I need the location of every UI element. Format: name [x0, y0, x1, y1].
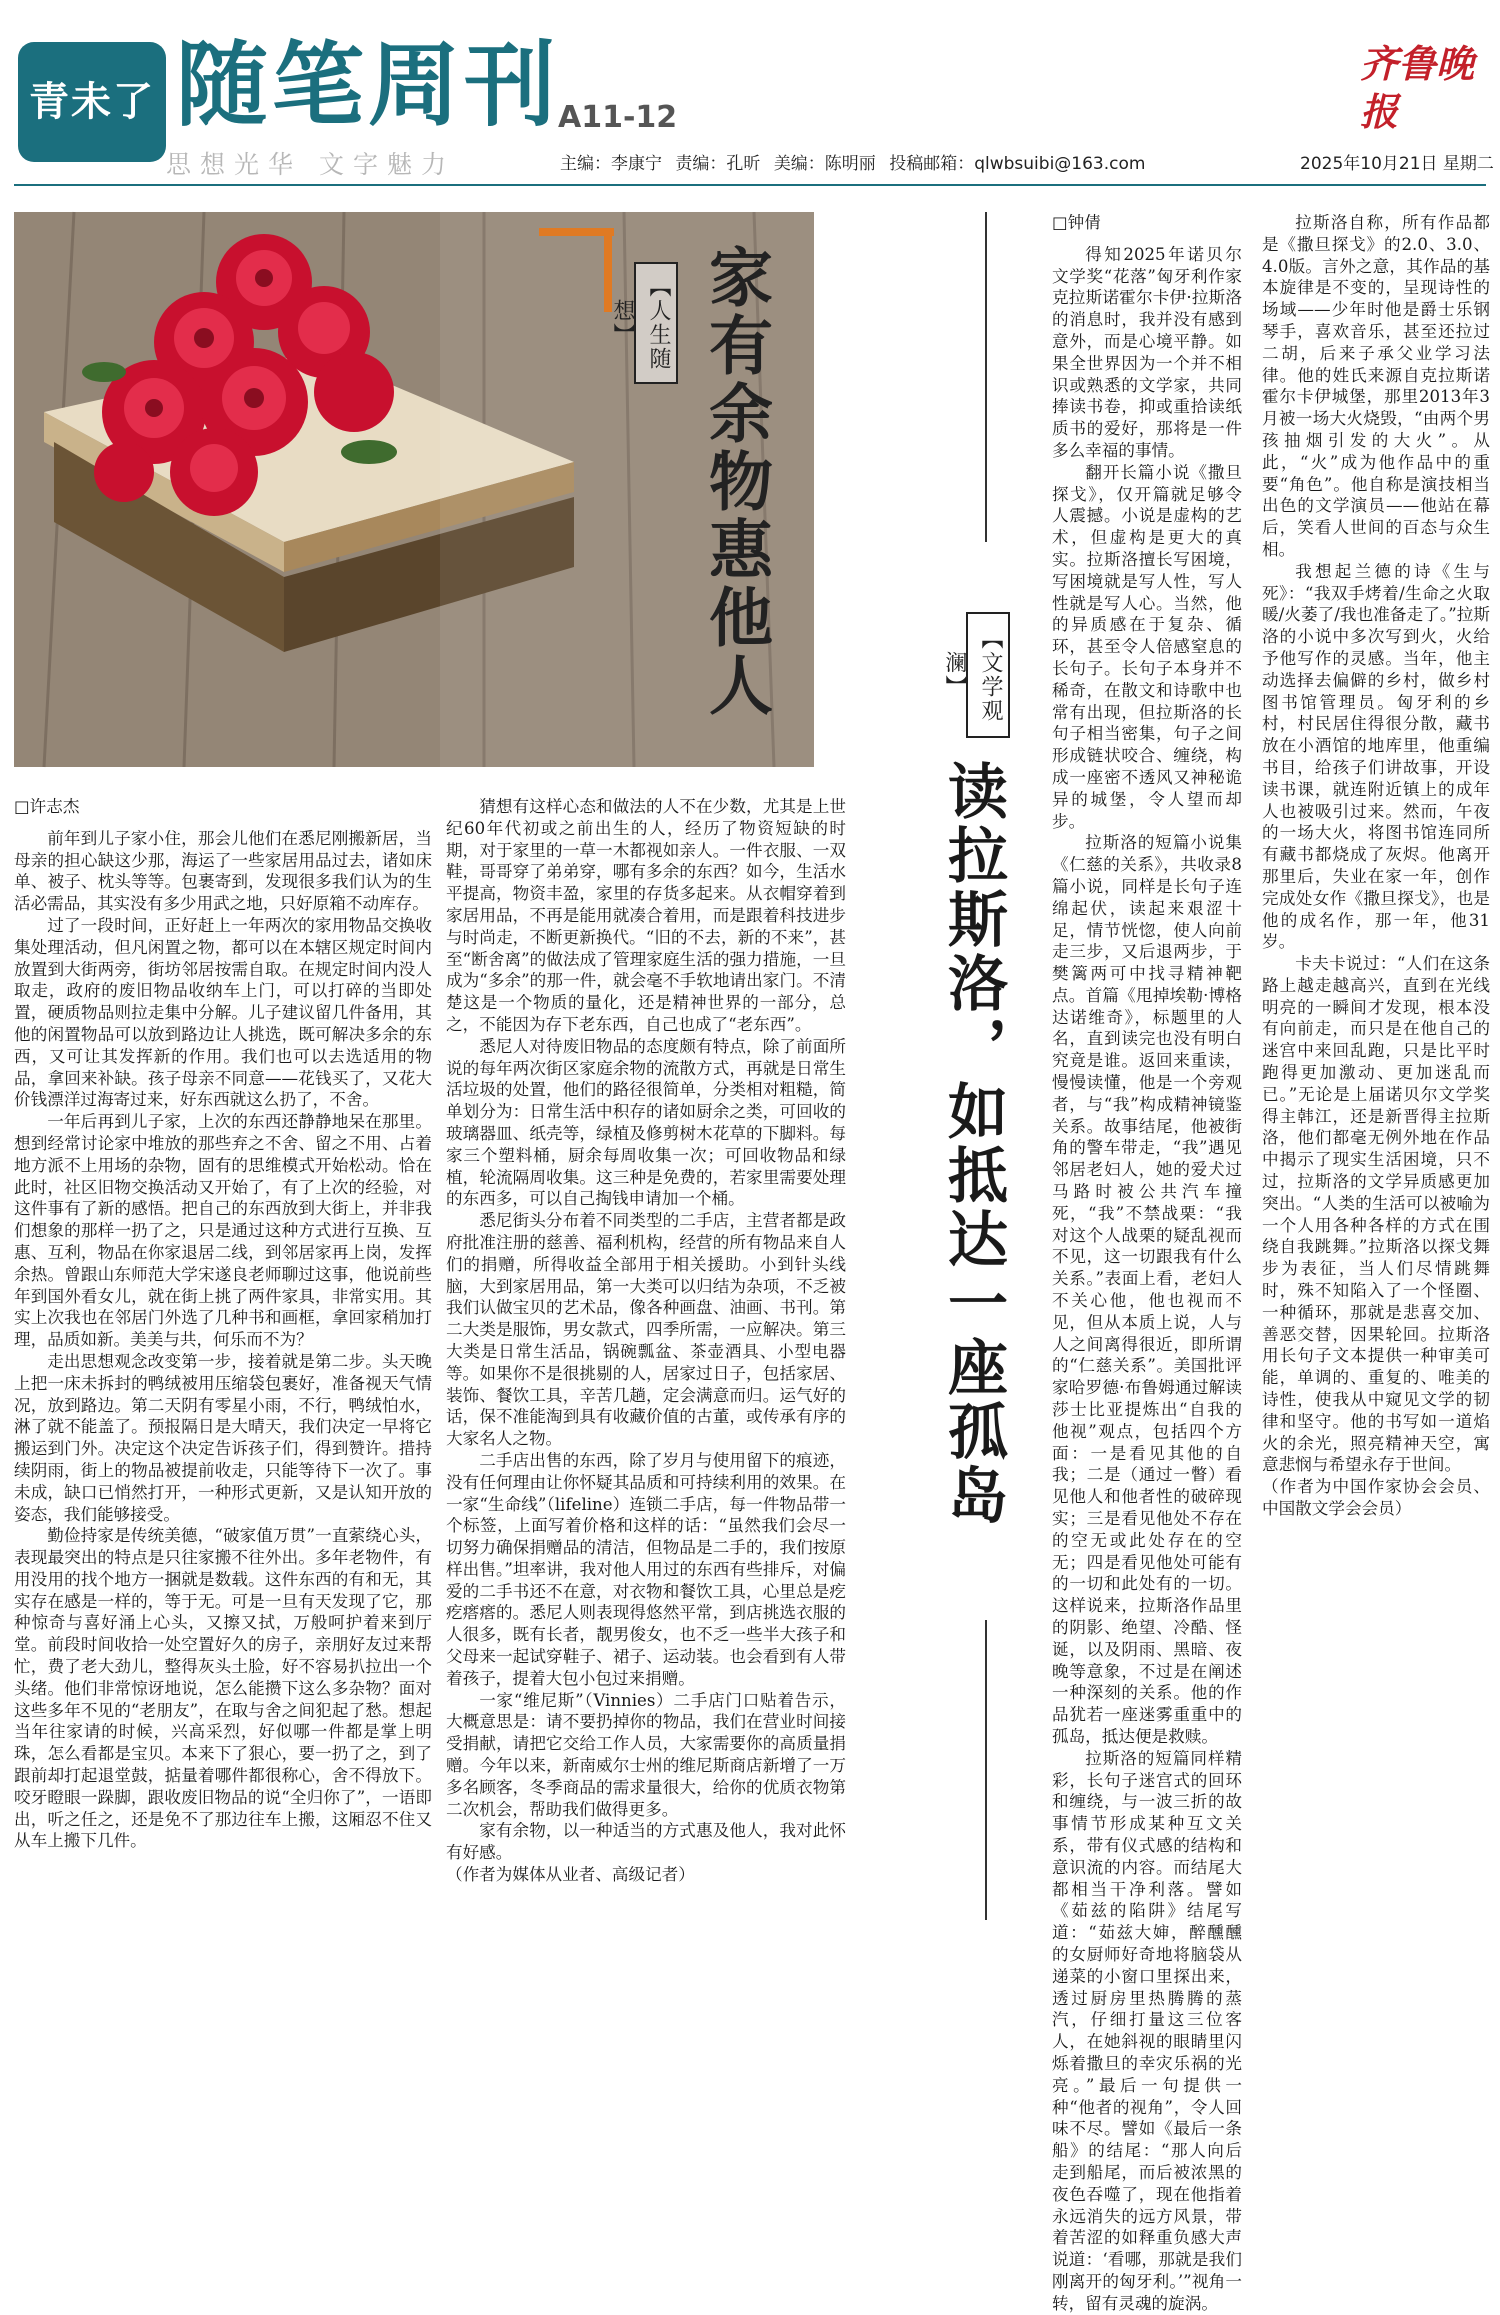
paragraph: 猜想有这样心态和做法的人不在少数，尤其是上世纪60年代初或之前出生的人，经历了物资短缺的时期，对于家里的一草一木都视如亲人。一件衣服、一双鞋，哥哥穿了弟弟穿，哪有多余的东西？如今，生活水平提高，物资丰盈，家里的存货多起来。从衣帽穿着到家居用品，不再是能用就凑合着用，而是跟着科技进步与时尚走，不断更新换代。“旧的不去，新的不来”，甚至“断舍离”的做法成了管理家庭生活的强力措施，一旦成为“多余”的那一件，就会毫不手软地请出家门。不清楚这是一个物质的量化，还是精神世界的一部分，总之，不能因为存下老东西，自己也成了“老东西”。 [446, 797, 846, 1034]
title-rule-top [985, 212, 987, 542]
section-tag: 【文学观澜】 [966, 612, 1010, 738]
column-logo [18, 42, 166, 162]
article2-column-1 [1052, 212, 1242, 2313]
paragraph: 前年到儿子家小住，那会儿他们在悉尼刚搬新居，当母亲的担心缺这少那，海运了一些家居用品过去，诸如床单、被子、枕头等等。包裹寄到，发现很多我们认为的生活必需品，其实没有多少用武之地，只好原箱不动库存。 [14, 828, 432, 914]
article1-column-2 [446, 796, 846, 2191]
header-rule [14, 184, 1486, 186]
paragraph: 一家“维尼斯”（Vinnies）二手店门口贴着告示，大概意思是：请不要扔掉你的物品，我们在营业时间接受捐献，请把它交给工作人员，大家需要你的高质量捐赠。今年以来，新南威尔士州的维尼斯商店新增了一万多名顾客，冬季商品的需求量很大，给你的优质衣物第二次机会，帮助我们做得更多。 [446, 1690, 846, 1819]
page-number: A11-12 [558, 100, 678, 135]
paragraph: 卡夫卡说过：“人们在这条路上越走越高兴，直到在光线明亮的一瞬间才发现，根本没有向前走，而只是在他自己的迷宫中来回乱跑，只是比平时跑得更加激动、更加迷乱而已。”无论是上届诺贝尔文学奖得主韩江，还是新晋得主拉斯洛，他们都毫无例外地在作品中揭示了现实生活困境，只不过，拉斯洛的文学异质感更加突出。“人类的生活可以被喻为一个人用各种各样的方式在围绕自我跳舞。”拉斯洛以探戈舞步为表征，当人们尽情跳舞时，殊不知陷入了一个怪圈、一种循环，那就是悲喜交加、善恶交替，因果轮回。拉斯洛用长句子文本提供一种审美可能，单调的、重复的、唯美的诗性，使我从中窥见文学的韧律和坚守。他的书写如一道焰火的余光，照亮精神天空，寓意悲悯与希望永存于世间。 [1262, 954, 1490, 1475]
article-title: 家有余物惠他人 [698, 244, 773, 720]
paragraph: 家有余物，以一种适当的方式惠及他人，我对此怀有好感。 [446, 1821, 846, 1863]
responsible-editor: 责编：孔昕 [675, 154, 761, 174]
author-note: （作者为媒体从业者、高级记者） [446, 1865, 695, 1885]
paragraph: 过了一段时间，正好赶上一年两次的家用物品交换收集处理活动，但凡闲置之物，都可以在本辖区规定时间内放置到大街两旁，街坊邻居按需自取。在规定时间内没人取走，政府的废旧物品收纳车上门，可以打碎的当即处置，硬质物品则拉走集中分解。儿子建议留几件备用，其他的闲置物品可以放到路边让人挑选，既可解决多余的东西，又可让其发挥新的作用。我们也可以去选适用的物品，拿回来补缺。孩子母亲不同意——花钱买了，又花大价钱漂洋过海寄过来，好东西就这么扔了，不舍。 [14, 915, 432, 1110]
title-rule-bottom [985, 1620, 987, 1920]
editor-credits [560, 152, 1153, 176]
article-author: □钟倩 [1052, 213, 1101, 232]
article-photo [14, 212, 814, 767]
paragraph: 悉尼人对待废旧物品的态度颇有特点，除了前面所说的每年两次街区家庭余物的流散方式，再就是日常生活垃圾的处置，他们的路径很简单，分类相对粗糙，简单划分为：日常生活中积存的诸如厨余之类，可回收的玻璃器皿、纸壳等，绿植及修剪树木花草的下脚料。每家三个塑料桶，厨余每周收集一次；可回收物品和绿植，轮流隔周收集。这三种是免费的，若家里需要处理的东西多，可以自己掏钱申请加一个桶。 [446, 1036, 846, 1209]
roses-on-book-illustration [14, 212, 814, 767]
paragraph: 悉尼街头分布着不同类型的二手店，主营者都是政府批准注册的慈善、福利机构，经营的所有物品来自人们的捐赠，所得收益全部用于相关援助。小到针头线脑，大到家居用品，第一大类可以归结为杂项，不乏被我们认做宝贝的艺术品，像各种画盘、油画、书刊。第二大类是服饰，男女款式，四季所需，一应解决。第三大类是日常生活品，锅碗瓢盆、茶壶酒具、小型电器等。如果你不是很挑剔的人，居家过日子，包括家居、装饰、餐饮工具，辛苦几趟，定会满意而归。运气好的话，保不准能淘到具有收藏价值的古董，或传承有序的大家名人之物。 [446, 1211, 846, 1449]
newspaper-logo: 齐鲁晚报 [1360, 41, 1475, 134]
column-title: 随笔周刊 [176, 31, 561, 139]
paragraph: 勤俭持家是传统美德，“破家值万贯”一直萦绕心头，表现最突出的特点是只往家搬不往外出。多年老物件，有用没用的找个地方一捆就是数载。这件东西的有和无，其实存在感是一样的，等于无。可是一旦有天发现了它，那种惊奇与喜好涌上心头，又擦又拭，万般呵护着来到厅堂。前段时间收拾一处空置好久的房子，亲朋好友过来帮忙，费了老大劲儿，整得灰头土脸，好不容易扒拉出一个头绪。他们非常惊讶地说，怎么能攒下这么多杂物？面对这些多年不见的“老朋友”，在取与舍之间犯起了愁。想起当年往家请的时候，兴高采烈，好似哪一件都是掌上明珠，怎么看都是宝贝。本来下了狠心，要一扔了之，到了跟前却打起退堂鼓，掂量着哪件都很称心，舍不得放下。咬牙瞪眼一跺脚，跟收废旧物品的说“全归你了”，一语即出，听之任之，还是免不了那边往车上搬，这厢忍不住又从车上搬下几件。 [14, 1526, 432, 1851]
author-note: （作者为中国作家协会会员、中国散文学会会员） [1262, 1477, 1490, 1519]
art-editor: 美编：陈明丽 [773, 154, 876, 174]
issue-date: 2025年10月21日 星期二 [1300, 154, 1494, 174]
article1-column-1 [14, 796, 432, 2191]
paragraph: 拉斯洛的短篇同样精彩，长句子迷宫式的回环和缠绕，与一波三折的故事情节形成某种互文关系，带有仪式感的结构和意识流的内容。而结尾大都相当干净利落。譬如《茹兹的陷阱》结尾写道：“茹兹大婶，醉醺醺的女厨师好奇地将脑袋从递菜的小窗口里探出来，透过厨房里热腾腾的蒸汽，仔细打量这三位客人，在她斜视的眼睛里闪烁着撒旦的幸灾乐祸的光亮。”最后一句提供一种“他者的视角”，令人回味不尽。譬如《最后一条船》的结尾：“那人向后走到船尾，而后被浓黑的夜色吞噬了，现在他指着永远消失的远方风景，带着苦涩的如释重负感大声说道：‘看哪，那就是我们刚离开的匈牙利。’”视角一转，留有灵魂的旋涡。 [1052, 1748, 1242, 2313]
paragraph: 二手店出售的东西，除了岁月与使用留下的痕迹，没有任何理由让你怀疑其品质和可持续利用的效果。在一家“生命线”（lifeline）连锁二手店，每一件物品带一个标签，上面写着价格和这样的话：“虽然我们会尽一切努力确保捐赠品的清洁，但物品是二手的，我们按原样出售。”坦率讲，我对他人用过的东西有些排斥，对偏爱的二手书还不在意，对衣物和餐饮工具，心里总是疙疙瘩瘩的。悉尼人则表现得悠然平常，到店挑选衣服的人很多，既有长者，靓男俊女，也不乏一些半大孩子和父母来一起试穿鞋子、裙子、运动装。也会看到有人带着孩子，提着大包小包过来捐赠。 [446, 1450, 846, 1688]
article2-column-2 [1262, 212, 1490, 2197]
paragraph: 得知2025年诺贝尔文学奖“花落”匈牙利作家克拉斯诺霍尔卡伊·拉斯洛的消息时，我并没有感到意外，而是心境平静。如果全世界因为一个并不相识或熟悉的文学家，共同捧读书卷，抑或重拾读纸质书的爱好，那将是一件多么幸福的事情。 [1052, 244, 1242, 460]
paragraph: 我想起兰德的诗《生与死》：“我双手烤着/生命之火取暖/火萎了/我也准备走了。”拉斯洛的小说中多次写到火，火给予他写作的灵感。当年，他主动选择去偏僻的乡村，做乡村图书馆管理员。匈牙利的乡村，村民居住得很分散，藏书放在小酒馆的地库里，他重编书目，给孩子们讲故事，开设读书课，就连附近镇上的成年人也被吸引过来。然而，午夜的一场大火，将图书馆连同所有藏书都烧成了灰烬。他离开那里后，失业在家一年，创作完成处女作《撒旦探戈》，也是他的成名作，那一年，他31岁。 [1262, 561, 1490, 952]
paragraph: 走出思想观念改变第一步，接着就是第二步。头天晚上把一床未拆封的鸭绒被用压缩袋包裹好，准备视天气情况，放到路边。第二天阴有零星小雨，不行，鸭绒怕水，淋了就不能盖了。预报隔日是大晴天，我们决定一早将它搬运到门外。决定这个决定告诉孩子们，得到赞许。措持续阴雨，街上的物品被提前收走，只能等待下一次了。事未成，缺口已悄然打开，一种形式更新，又是认知开放的姿态，我们能够接受。 [14, 1351, 432, 1524]
paragraph: 拉斯洛自称，所有作品都是《撒旦探戈》的2.0、3.0、4.0版。言外之意，其作品的基本旋律是不变的，呈现诗性的场域——少年时他是爵士乐钢琴手，喜欢音乐，甚至还拉过二胡，后来子承父业学习法律。他的姓氏来源自克拉斯诺霍尔卡伊城堡，那里2013年3月被一场大火烧毁，“由两个男孩抽烟引发的大火”。从此，“火”成为他作品中的重要“角色”。他自称是演技相当出色的文学演员——他站在幕后，笑看人世间的百态与众生相。 [1262, 213, 1490, 559]
paragraph: 拉斯洛的短篇小说集《仁慈的关系》，共收录8篇小说，同样是长句子连绵起伏，读起来艰涩十足，情节恍惚，使人向前走三步，又后退两步，于樊篱两可中找寻精神靶点。首篇《甩掉埃勒·博格达诺维奇》，标题里的人名，直到读完也没有明白究竟是谁。返回来重读，慢慢读懂，他是一个旁观者，与“我”构成精神镜鉴关系。故事结尾，他被街角的警车带走，“我”遇见邻居老妇人，她的爱犬过马路时被公共汽车撞死，“我”不禁战栗：“我对这个人战栗的疑乱视而不见，这一切跟我有什么关系。”表面上看，老妇人不关心他，他也视而不见，但从本质上说，人与人之间离得很近，即所谓的“仁慈关系”。美国批评家哈罗德·布鲁姆通过解读莎士比亚提炼出“自我的他视”观点，包括四个方面：一是看见其他的自我；二是（通过一瞥）看见他人和他者性的破碎现实；三是看见他处不存在的空无或此处存在的空无；四是看见他处可能有的一切和此处有的一切。这样说来，拉斯洛作品里的阴影、绝望、冷酷、怪诞，以及阴雨、黑暗、夜晚等意象，不过是在阐述一种深刻的关系。他的作品犹若一座迷雾重重中的孤岛，抵达便是救赎。 [1052, 833, 1242, 1746]
article-author: □许志杰 [14, 797, 80, 816]
paragraph: 一年后再到儿子家，上次的东西还静静地呆在那里。想到经常讨论家中堆放的那些弃之不舍、留之不用、占着地方派不上用场的杂物，固有的思维模式开始松动。恰在此时，社区旧物交换活动又开始了，有了上次的经验，对这件事有了新的感悟。把自己的东西放到大街上，并非我们想象的那样一扔了之，只是通过这种方式进行互换、互惠、互利，物品在你家退居二线，到邻居家再上岗，发挥余热。曾跟山东师范大学宋遂良老师聊过这事，他说前些年到国外看女儿，就在街上挑了两件家具，非常实用。其实上次我也在邻居门外选了几种书和画框，拿回家稍加打理，品质如新。美美与共，何乐而不为？ [14, 1112, 432, 1350]
submission-email: 投稿邮箱：qlwbsuibi@163.com [889, 154, 1146, 174]
paragraph: 翻开长篇小说《撒旦探戈》，仅开篇就足够令人震撼。小说是虚构的艺术，但虚构是更大的真实。拉斯洛擅长写困境，写困境就是写人性，写人性就是写人心。当然，他的异质感在于复杂、循环，甚至令人倍感窒息的长句子。长句子本身并不稀奇，在散文和诗歌中也常有出现，但拉斯洛的长句子相当密集，句子之间形成链状咬合、缠绕，构成一座密不透风又神秘诡异的城堡，令人望而却步。 [1052, 462, 1242, 831]
article-title: 读拉斯洛，如抵达一座孤岛 [938, 760, 1008, 1528]
chief-editor: 主编：李康宁 [560, 154, 662, 174]
column-slogan: 思想光华 文字魅力 [166, 150, 455, 179]
logo-text: 青未了 [29, 78, 155, 125]
section-tag: 【人生随想】 [634, 262, 678, 384]
